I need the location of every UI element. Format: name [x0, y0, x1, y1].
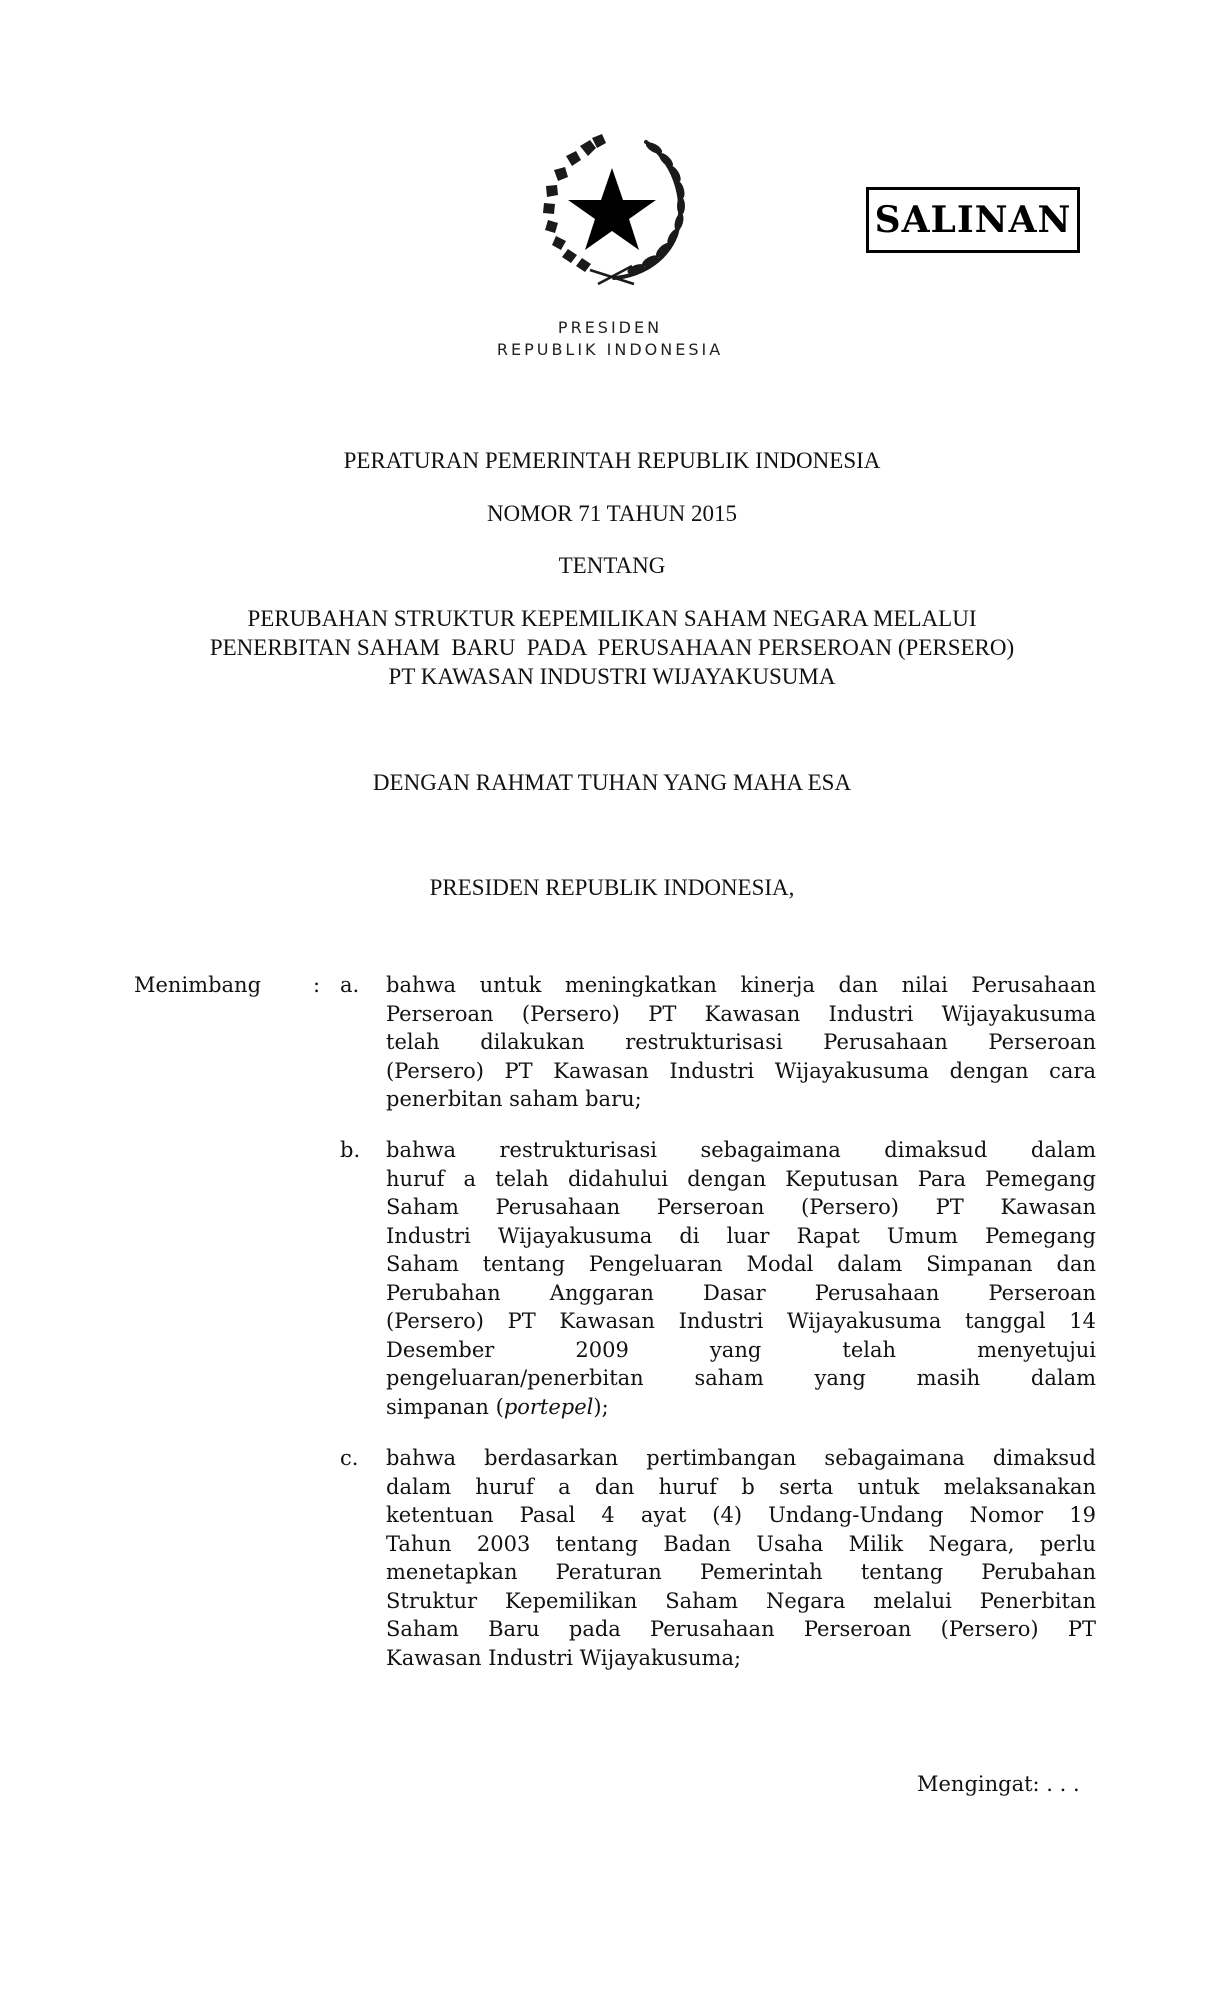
- text-line: pengeluaran/penerbitan saham yang masih dalam: [386, 1366, 1096, 1390]
- consideration-item-a: [386, 971, 1096, 1114]
- text-line: ketentuan Pasal 4 ayat (4) Undang-Undang Nomor 19: [386, 1503, 1096, 1527]
- text-line: Perubahan Anggaran Dasar Perusahaan Perseroan: [386, 1280, 1096, 1305]
- text-line: Struktur Kepemilikan Saham Negara melalui Penerbitan: [386, 1588, 1096, 1613]
- text-line: Perseroan (Persero) PT Kawasan Industri Wijayakusuma: [386, 1001, 1096, 1026]
- considerations-label: Menimbang: [134, 973, 262, 997]
- item-marker-c: c.: [340, 1446, 359, 1470]
- text-line: Desember 2009 yang telah menyetujui: [386, 1337, 1096, 1362]
- text-line: telah dilakukan restrukturisasi Perusahaan Perseroan: [386, 1030, 1096, 1054]
- italic-term: portepel: [503, 1394, 594, 1419]
- item-marker-a: a.: [340, 973, 360, 997]
- issuer: PRESIDEN REPUBLIK INDONESIA,: [429, 875, 795, 900]
- regulation-type: PERATURAN PEMERINTAH REPUBLIK INDONESIA: [343, 448, 881, 473]
- garuda-star-emblem-icon: [528, 128, 696, 288]
- text-line: penerbitan saham baru;: [386, 1087, 642, 1111]
- considerations-colon: :: [313, 973, 321, 997]
- text-line: menetapkan Peraturan Pemerintah tentang Perubahan: [386, 1560, 1096, 1584]
- text-line: bahwa untuk meningkatkan kinerja dan nilai Perusahaan: [386, 973, 1096, 997]
- subject-line-3: PT KAWASAN INDUSTRI WIJAYAKUSUMA: [388, 664, 836, 689]
- text-line: Saham Perusahaan Perseroan (Persero) PT Kawasan: [386, 1195, 1096, 1219]
- text-line: huruf a telah didahului dengan Keputusan Para Pemegang: [386, 1166, 1096, 1191]
- copy-stamp: SALINAN: [866, 187, 1080, 253]
- consideration-item-b: [386, 1136, 1096, 1421]
- item-marker-b: b.: [340, 1138, 361, 1162]
- text-line: Saham tentang Pengeluaran Modal dalam Simpanan dan: [386, 1252, 1096, 1276]
- emblem-caption-president: PRESIDEN: [557, 318, 663, 337]
- text-line: Saham Baru pada Perusahaan Perseroan (Persero) PT: [386, 1617, 1096, 1641]
- text-line: Kawasan Industri Wijayakusuma;: [386, 1645, 742, 1670]
- text-fragment: );: [593, 1394, 609, 1419]
- page-continuation: Mengingat: . . .: [917, 1772, 1080, 1796]
- regulation-number: NOMOR 71 TAHUN 2015: [486, 501, 738, 526]
- consideration-item-c: [386, 1444, 1096, 1672]
- subject-line-1: PERUBAHAN STRUKTUR KEPEMILIKAN SAHAM NEGARA MELALUI: [247, 606, 977, 631]
- text-line: bahwa restrukturisasi sebagaimana dimaksud dalam: [386, 1138, 1096, 1162]
- text-line: Tahun 2003 tentang Badan Usaha Milik Negara, perlu: [386, 1531, 1096, 1556]
- text-line: bahwa berdasarkan pertimbangan sebagaimana dimaksud: [386, 1446, 1096, 1470]
- text-line: (Persero) PT Kawasan Industri Wijayakusuma tanggal 14: [386, 1309, 1096, 1333]
- text-line: (Persero) PT Kawasan Industri Wijayakusuma dengan cara: [386, 1058, 1096, 1083]
- text-fragment: simpanan (: [386, 1394, 504, 1419]
- regulation-about: TENTANG: [558, 553, 666, 578]
- subject-line-2: PENERBITAN SAHAM BARU PADA PERUSAHAAN PERSEROAN (PERSERO): [209, 635, 1015, 660]
- text-line: Industri Wijayakusuma di luar Rapat Umum Pemegang: [386, 1223, 1096, 1248]
- invocation: DENGAN RAHMAT TUHAN YANG MAHA ESA: [372, 770, 852, 795]
- emblem-caption-republic: REPUBLIK INDONESIA: [496, 340, 724, 359]
- text-line: [386, 1393, 1096, 1422]
- text-line: dalam huruf a dan huruf b serta untuk melaksanakan: [386, 1474, 1096, 1499]
